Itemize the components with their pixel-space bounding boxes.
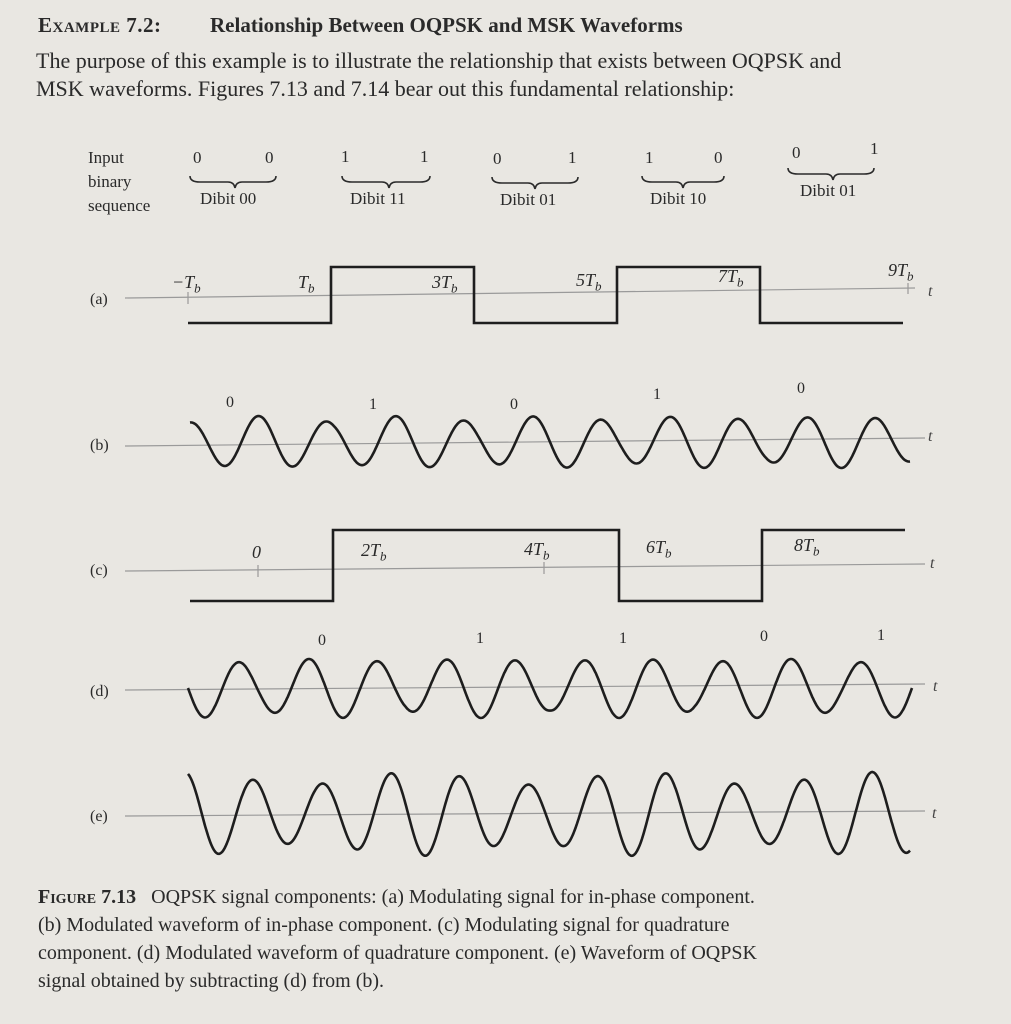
caption-line-3: component. (d) Modulated waveform of quadrature component. (e) Waveform of OQPSK [38,942,757,964]
caption-label: Figure 7.13 [38,886,137,908]
dibit-5-brace [788,168,874,180]
dibit-2-brace [342,176,430,188]
row-b-modulated-waveform [190,416,910,468]
row-c-tick-8tb: $8T_b$ [794,535,820,559]
caption-line-1: Figure 7.13 OQPSK signal components: (a) Modulating signal for in-phase component. [38,886,755,908]
row-a-tick-neg-tb: $-T_b$ [172,272,201,296]
example-label: Example 7.2: [38,13,162,37]
sequence-label-line-2: binary [88,172,132,191]
dibit-3-bit-1: 0 [493,149,502,168]
dibit-5-label: Dibit 01 [800,181,857,200]
dibit-3-label: Dibit 01 [500,190,557,209]
row-d-label: (d) [90,683,109,700]
row-e-axis [125,811,925,816]
row-c-tick-zero: 0 [252,542,261,562]
row-a-label: (a) [90,291,108,308]
caption-line-2: (b) Modulated waveform of in-phase component. (c) Modulating signal for quadrature [38,914,730,936]
row-d-time-axis-label: t [933,678,938,695]
row-d-axis [125,684,925,690]
row-a-tick-3tb: $3T_b$ [432,272,458,296]
dibit-1-bit-2: 0 [265,148,274,167]
row-e-label: (e) [90,808,108,825]
row-c-tick-6tb: $6T_b$ [646,537,672,561]
row-b-label: (b) [90,437,109,454]
dibit-3-brace [492,177,578,189]
dibit-4-brace [642,176,724,188]
row-a-time-axis-label: t [928,283,933,300]
row-a-tick-7tb: $7T_b$ [718,266,744,290]
row-d-bit-2: 1 [476,630,484,647]
row-b-bit-4: 1 [653,386,661,403]
row-c-label: (c) [90,562,108,579]
dibit-4-bit-2: 0 [714,148,723,167]
row-b-bit-1: 0 [226,394,234,411]
row-b-axis [125,438,925,446]
row-d-bit-4: 0 [760,628,768,645]
row-e-time-axis-label: t [932,805,937,822]
row-a-square-wave [188,267,903,323]
row-a-axis [125,288,915,298]
dibit-3-bit-2: 1 [568,148,577,167]
row-d-bit-1: 0 [318,632,326,649]
intro-line-1: The purpose of this example is to illustrate the relationship that exists between OQPSK and [36,48,842,73]
dibit-5-bit-2: 1 [870,139,879,158]
row-c-tick-4tb: $4T_b$ [524,539,550,563]
caption-line-4: signal obtained by subtracting (d) from (b). [38,970,385,992]
dibit-1-bit-1: 0 [193,148,202,167]
dibit-4-bit-1: 1 [645,148,654,167]
intro-line-2: MSK waveforms. Figures 7.13 and 7.14 bear out this fundamental relationship: [36,76,735,101]
dibit-2-label: Dibit 11 [350,189,406,208]
time-axes [125,283,925,816]
dibit-braces [190,168,874,189]
row-b-time-axis-label: t [928,428,933,445]
row-a-tick-tb: $T_b$ [298,272,315,296]
dibit-2-bit-2: 1 [420,147,429,166]
dibit-4-label: Dibit 10 [650,189,707,208]
dibit-1-brace [190,176,276,188]
row-b-bit-2: 1 [369,396,377,413]
row-d-bit-3: 1 [619,630,627,647]
sequence-label-line-3: sequence [88,196,151,215]
row-d-bit-5: 1 [877,627,885,644]
row-c-time-axis-label: t [930,555,935,572]
dibit-5-bit-1: 0 [792,143,801,162]
row-a-tick-5tb: $5T_b$ [576,270,602,294]
row-b-bit-3: 0 [510,396,518,413]
sequence-label-line-1: Input [88,148,124,167]
dibit-1-label: Dibit 00 [200,189,257,208]
row-c-axis [125,564,925,571]
row-a-tick-9tb: $9T_b$ [888,260,914,284]
row-b-bit-5: 0 [797,380,805,397]
dibit-2-bit-1: 1 [341,147,350,166]
row-c-tick-2tb: $2T_b$ [361,540,387,564]
example-title: Relationship Between OQPSK and MSK Waveforms [210,13,683,37]
